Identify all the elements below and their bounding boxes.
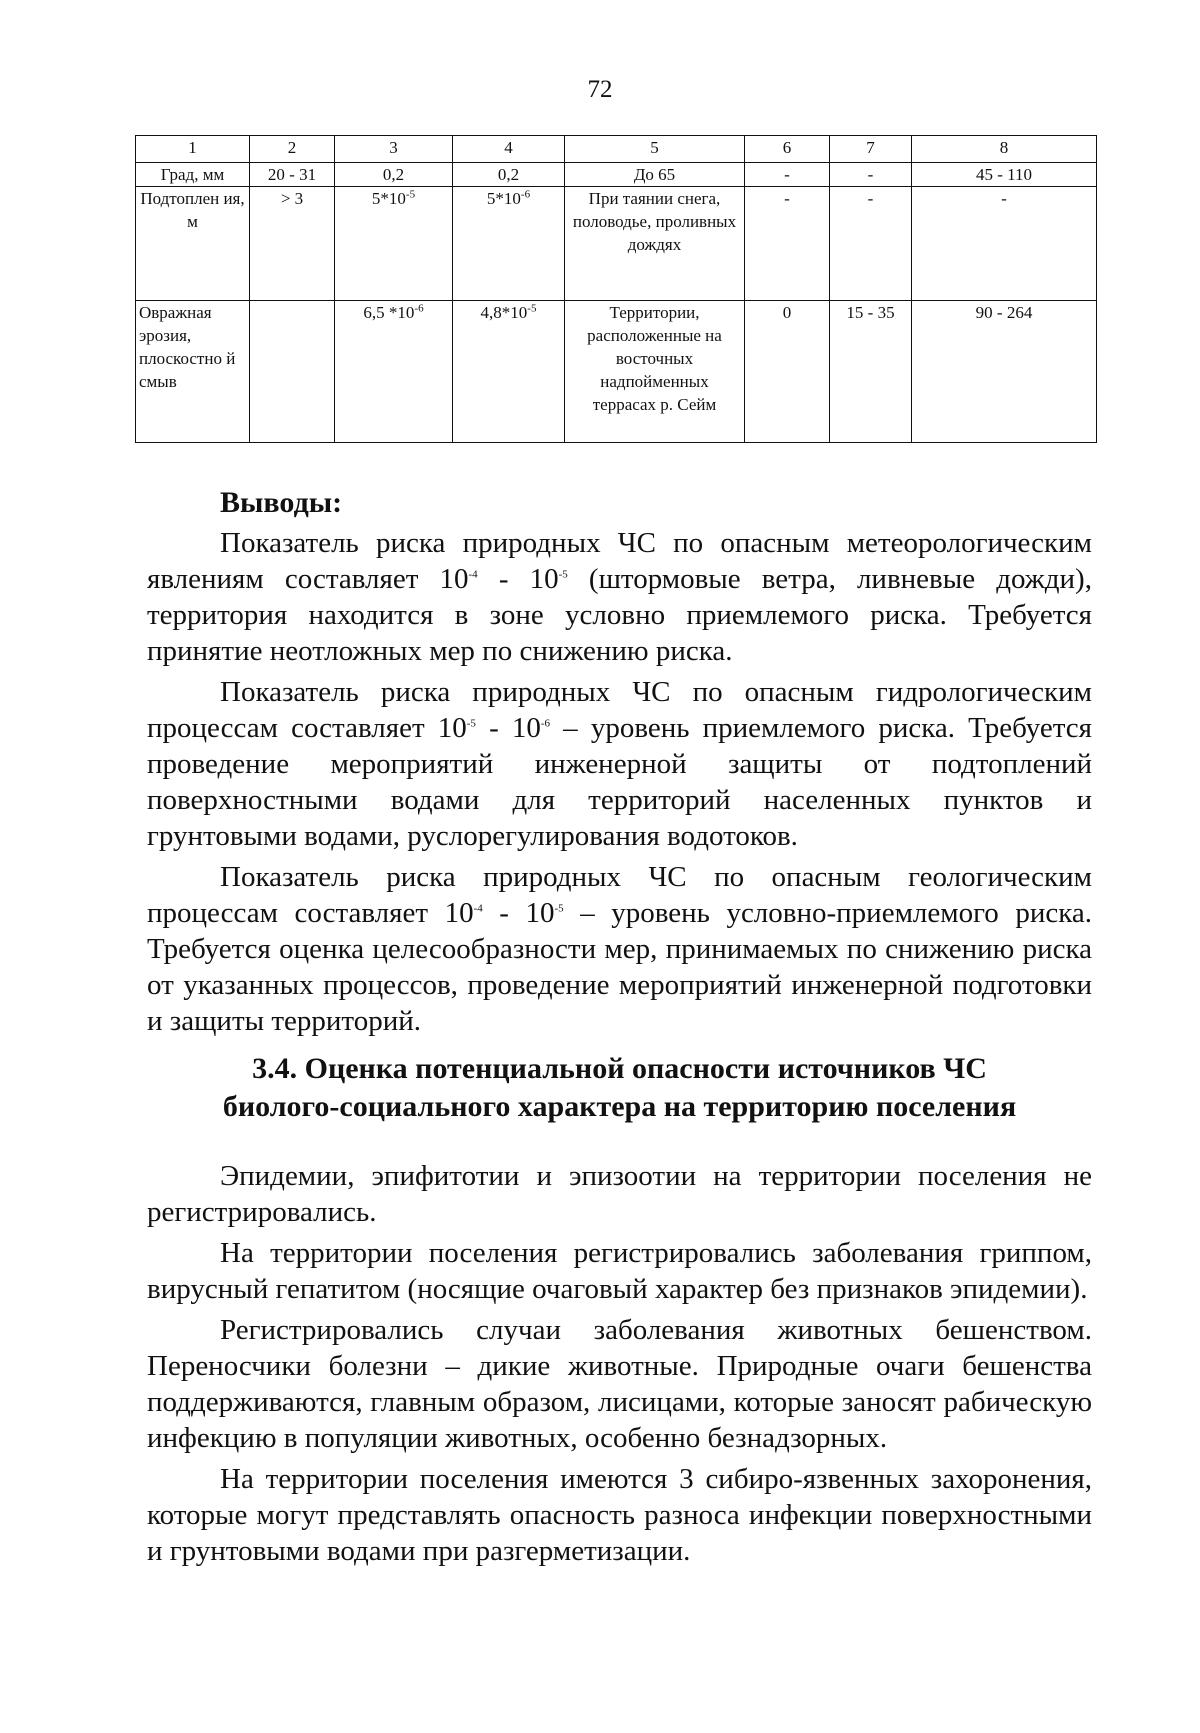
cell-value: 5*10: [486, 189, 521, 208]
exponent: -5: [558, 568, 568, 581]
table-cell: Территории, расположенные на восточных надпойменных террасах р. Сейм: [565, 301, 745, 443]
table-cell: 0,2: [453, 163, 565, 187]
header-cell: 8: [912, 136, 1097, 163]
exponent: -6: [540, 717, 551, 730]
header-cell: 7: [830, 136, 912, 163]
table-cell: Град, мм: [136, 163, 250, 187]
table-header-row: [136, 136, 1097, 163]
conclusion-paragraph: [147, 674, 1092, 854]
table-cell: При таянии снега, половодье, проливных дождях: [565, 187, 745, 301]
exponent: -6: [520, 188, 531, 201]
section-title-line: 3.4. Оценка потенциальной опасности источников ЧС: [252, 1052, 987, 1085]
table-row: [136, 163, 1097, 187]
text-run: - 10: [477, 563, 559, 595]
header-cell: 3: [335, 136, 453, 163]
table-cell: > 3: [250, 187, 335, 301]
table-cell: Овражная эрозия, плоскостно й смыв: [136, 301, 250, 443]
text-run: – уровень приемлемого риска. Требуется проведение мероприятий инженерной защиты от подтоплений поверхностными водами для территорий населенных пунктов и грунтовыми водами, руслорегулирования водотоков.: [147, 712, 1093, 852]
exponent: -6: [414, 302, 424, 315]
text-run: Показатель риска природных ЧС по опасным гидрологическим процессам составляет 10: [147, 676, 1092, 744]
text-run: - 10: [475, 712, 541, 744]
conclusion-paragraph: [147, 859, 1092, 1039]
exponent: -5: [527, 302, 537, 315]
text-run: Показатель риска природных ЧС по опасным метеорологическим явлениям составляет 10: [147, 527, 1092, 595]
page-number: 72: [587, 76, 613, 103]
section-paragraph: На территории поселения регистрировались заболевания гриппом, вирусный гепатитом (носящие очаговый характер без признаков эпидемии).: [147, 1237, 1092, 1305]
conclusion-paragraph: [147, 525, 1092, 669]
section-paragraph: Эпидемии, эпифитотии и эпизоотии на территории поселения не регистрировались.: [147, 1160, 1092, 1228]
table-cell: [453, 301, 565, 443]
exponent: -5: [466, 717, 476, 730]
table-cell: 0,2: [335, 163, 453, 187]
section-paragraph: Регистрировались случаи заболевания животных бешенством. Переносчики болезни – дикие животные. Природные очаги бешенства поддерживаются, главным образом, лисицами, которые заносят рабическую инфекцию в популяции животных, особенно безнадзорных.: [147, 1314, 1092, 1454]
text-run: Показатель риска природных ЧС по опасным геологическим процессам составляет 10: [147, 861, 1092, 929]
conclusions-block: [147, 485, 1092, 1044]
table-cell: 15 - 35: [830, 301, 912, 443]
table-cell: 45 - 110: [912, 163, 1097, 187]
exponent: -5: [405, 188, 416, 201]
table-cell: -: [830, 163, 912, 187]
section-title-line: биолого-социального характера на территорию поселения: [222, 1090, 1017, 1123]
header-cell: 1: [136, 136, 250, 163]
section-paragraph: На территории поселения имеются 3 сибиро-язвенных захоронения, которые могут представлять опасность разноса инфекции поверхностными и грунтовыми водами при разгерметизации.: [147, 1463, 1092, 1567]
text-run: – уровень условно-приемлемого риска. Требуется оценка целесообразности мер, принимаемых по снижению риска от указанных процессов, проведение мероприятий инженерной подготовки и защиты территорий.: [147, 897, 1092, 1037]
table-cell: -: [745, 163, 830, 187]
header-cell: 2: [250, 136, 335, 163]
header-cell: 6: [745, 136, 830, 163]
section-title: [147, 1050, 1092, 1126]
text-run: - 10: [482, 897, 555, 929]
header-cell: 4: [453, 136, 565, 163]
table-cell: [250, 301, 335, 443]
table-cell: До 65: [565, 163, 745, 187]
table-cell: [453, 187, 565, 301]
exponent: -4: [473, 902, 483, 915]
table-cell: [335, 187, 453, 301]
cell-value: 6,5 *10: [363, 303, 415, 322]
section-body: [147, 1158, 1092, 1574]
table-cell: -: [745, 187, 830, 301]
header-cell: 5: [565, 136, 745, 163]
cell-value: 5*10: [371, 189, 406, 208]
table-cell: -: [912, 187, 1097, 301]
table-cell: 0: [745, 301, 830, 443]
conclusions-heading: Выводы:: [220, 486, 343, 519]
text-run: (штормовые ветра, ливневые дожди), территория находится в зоне условно приемлемого риска. Требуется принятие неотложных мер по снижению риска.: [147, 563, 1092, 667]
risk-table: [135, 135, 1097, 443]
table-row: [136, 301, 1097, 443]
table-cell: [335, 301, 453, 443]
table-cell: -: [830, 187, 912, 301]
exponent: -4: [468, 568, 478, 581]
cell-value: 4,8*10: [480, 303, 528, 322]
table-cell: 20 - 31: [250, 163, 335, 187]
table-cell: 90 - 264: [912, 301, 1097, 443]
table-row: [136, 187, 1097, 301]
table-cell: Подтоплен ия, м: [136, 187, 250, 301]
exponent: -5: [554, 902, 564, 915]
section-block: [147, 1050, 1092, 1126]
